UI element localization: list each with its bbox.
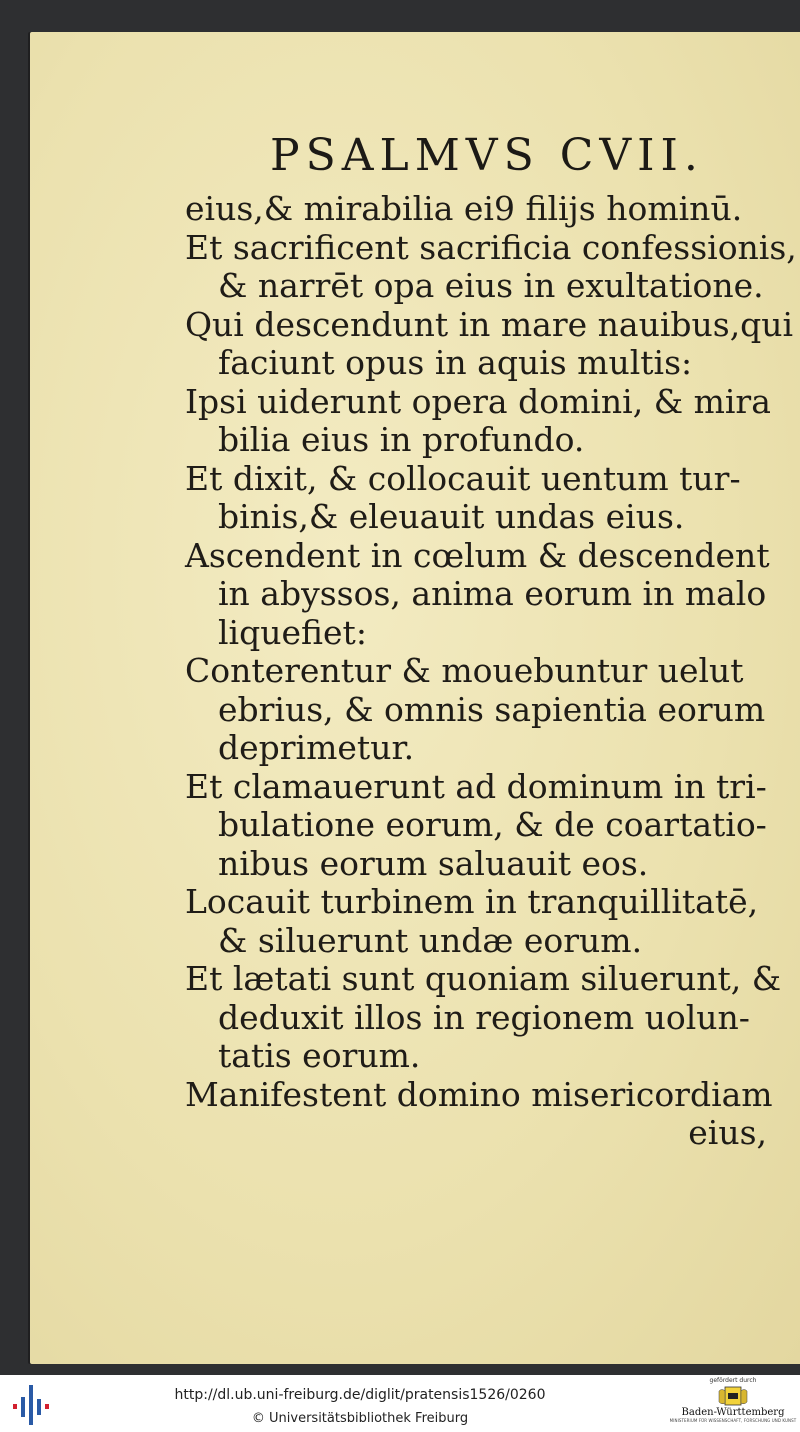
text-line: nibus eorum saluauit eos. — [218, 843, 649, 883]
sponsor-name: Baden-Württemberg — [681, 1407, 785, 1418]
text-line: Ipsi uiderunt opera domini, & mira — [185, 381, 771, 421]
verse — [185, 537, 775, 653]
text-line: faciunt opus in aquis multis: — [218, 343, 693, 382]
text-line: Et sacrificent sacrificia confessionis, — [185, 227, 797, 267]
text-line: bilia eius in profundo. — [218, 420, 585, 459]
verse — [185, 227, 797, 306]
text-line: Manifestent domino misericordiam — [185, 1074, 773, 1114]
sponsor-ministry: MINISTERIUM FÜR WISSENSCHAFT, FORSCHUNG UND KUNST — [669, 1418, 797, 1423]
text-line: eius,& mirabilia ei9 filijs hominū. — [185, 189, 743, 228]
sponsor-caption: gefördert durch — [709, 1377, 757, 1384]
sponsor-badge[interactable] — [668, 1377, 798, 1431]
text-line: deprimetur. — [218, 728, 415, 767]
verse — [185, 190, 775, 229]
copyright-text: © Universitätsbibliothek Freiburg — [251, 1411, 469, 1426]
verse — [185, 883, 775, 960]
catchword: eius, — [688, 1113, 767, 1152]
text-line: deduxit illos in regionem uolun- — [218, 997, 750, 1037]
text-line: Et dixit, & collocauit uentum tur- — [185, 458, 741, 498]
verse — [185, 304, 794, 383]
page-url-link[interactable]: http://dl.ub.uni-freiburg.de/diglit/pratensis1526/0260 — [174, 1387, 546, 1403]
text-line: & narrēt opa eius in exultatione. — [218, 266, 764, 305]
page-heading: PSALMVS CVII. — [270, 130, 704, 181]
crest-icon — [716, 1385, 750, 1407]
text-line: in abyssos, anima eorum in malo — [218, 574, 767, 613]
text-line: Et lætati sunt quoniam siluerunt, & — [185, 959, 782, 998]
verse — [185, 460, 775, 537]
verse — [185, 652, 775, 768]
text-line: Locauit turbinem in tranquillitatē, — [185, 882, 759, 921]
verse — [185, 1076, 775, 1115]
text-line: bulatione eorum, & de coartatio- — [218, 805, 767, 844]
viewer-footer — [0, 1375, 800, 1432]
text-line: Ascendent in cœlum & descendent — [185, 535, 770, 575]
text-line: Conterentur & mouebuntur uelut — [185, 651, 744, 690]
verse — [185, 383, 775, 460]
psalm-text — [185, 189, 797, 1153]
verse — [185, 768, 775, 884]
text-line: binis,& eleuauit undas eius. — [218, 497, 685, 536]
text-line: ebrius, & omnis sapientia eorum — [218, 689, 766, 729]
text-line: Et clamauerunt ad dominum in tri- — [185, 766, 767, 806]
text-line: & siluerunt undæ eorum. — [218, 920, 643, 960]
text-line: liquefiet: — [218, 612, 367, 652]
text-line: Qui descendunt in mare nauibus,qui — [185, 304, 794, 344]
text-line: tatis eorum. — [218, 1036, 421, 1075]
verse — [185, 959, 782, 1076]
